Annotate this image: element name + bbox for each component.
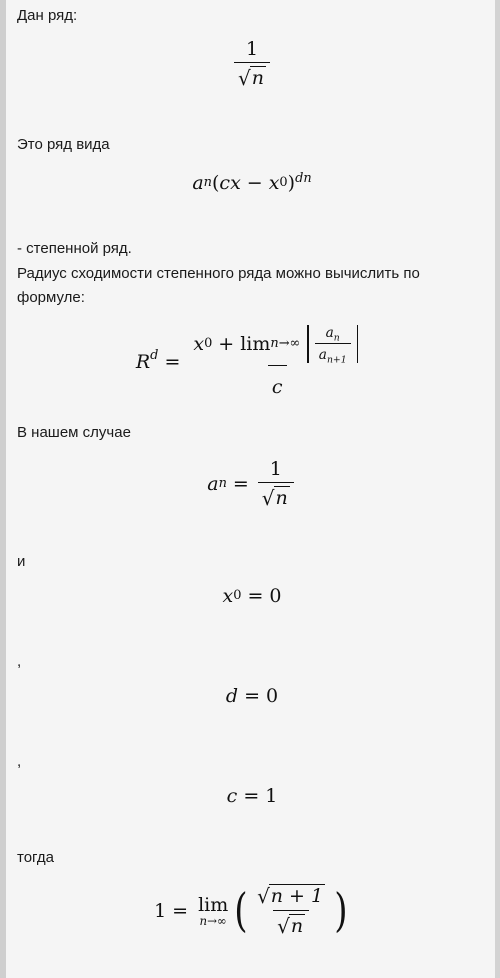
formula-an: a n = 1 √ n [17,458,487,510]
formula-radius: R $^d$ = x 0 + lim n→∞ $\frac{a_n}{a_{n+1}}$ c [17,325,487,398]
right-scrollbar[interactable] [495,0,500,978]
fraction: x 0 + lim n→∞ $\frac{a_n}{a_{n+1}}$ c [189,325,365,398]
and-text: и [17,553,26,570]
formula-series [17,38,487,90]
formula-d: d = 0 [225,685,279,707]
sqrt: √ n + 1 [257,884,324,908]
formula-x0: x 0 = 0 [222,585,282,607]
series-type-text: Это ряд вида [17,136,110,153]
left-edge-bar [0,0,6,978]
abs-value [304,325,361,366]
fraction: 1 √ n [234,38,270,90]
intro-text: Дан ряд: [17,7,78,24]
formula-limit: 1 = lim n→∞ ( √ n + 1 √ n ) [154,884,348,938]
sqrt: √ n [261,486,288,510]
sqrt: √ n [238,66,264,90]
fraction [253,884,329,938]
fraction: 1 √ n [258,458,294,510]
radius-text-line1: Радиус сходимости степенного ряда можно вычислить по [17,265,420,282]
solution-content [17,0,487,978]
radius-text-line2: формуле: [17,289,85,306]
comma-1: , [17,653,22,670]
sqrt: √ n [277,914,304,938]
power-series-text: - степенной ряд. [17,240,132,257]
comma-2: , [17,753,22,770]
fraction: $\frac{a_n}{a_{n+1}}$ [315,325,351,363]
formula-power-series-form: a n ( c x − x 0 ) $^{dn}$ [192,171,312,194]
formula-c: c = 1 [226,785,278,807]
our-case-text: В нашем случае [17,424,131,441]
then-text: тогда [17,849,54,866]
limit-operator: lim n→∞ [198,894,229,928]
